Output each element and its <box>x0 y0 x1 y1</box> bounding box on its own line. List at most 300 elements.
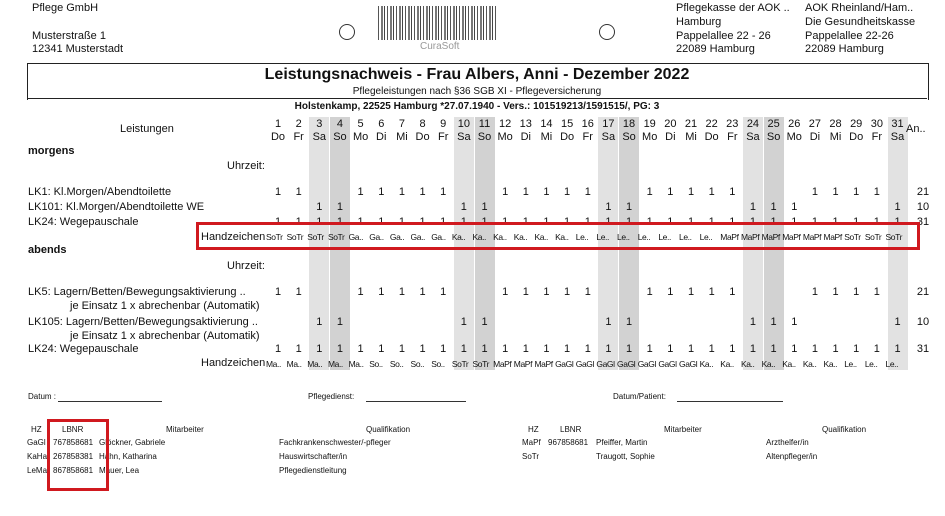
handzeichen-cell: Ga.. <box>389 232 405 242</box>
day-weekday: Mi <box>829 131 842 143</box>
row-label-lk24-morgens: LK24: Wegepauschale <box>28 216 139 228</box>
service-mark: 1 <box>460 343 467 355</box>
service-mark: 1 <box>687 286 695 298</box>
handzeichen-cell: SoTr <box>286 232 304 242</box>
uhrzeit-label-abends: Uhrzeit: <box>227 260 265 272</box>
service-mark: 1 <box>522 343 529 355</box>
insurer1-street: Pappelallee 22 - 26 <box>676 30 771 42</box>
highlight-handzeichen-row <box>196 222 920 250</box>
day-number: 13 <box>519 118 532 130</box>
service-mark: 1 <box>316 316 323 328</box>
day-number: 15 <box>560 118 574 130</box>
service-mark: 1 <box>770 216 777 228</box>
service-mark: 1 <box>811 343 818 355</box>
barcode-label: CuraSoft <box>420 41 460 52</box>
handzeichen-cell: Le.. <box>679 232 692 242</box>
handzeichen-cell: Ga.. <box>348 232 364 242</box>
service-mark: 1 <box>522 186 529 198</box>
legend-mitarbeiter-header-2: Mitarbeiter <box>664 425 702 434</box>
handzeichen-cell: SoTr <box>266 232 283 242</box>
service-mark: 1 <box>460 201 467 213</box>
service-mark: 1 <box>646 186 653 198</box>
service-mark: 1 <box>357 286 364 298</box>
service-mark: 1 <box>625 343 633 355</box>
handzeichen-cell: Ma.. <box>307 359 323 369</box>
handzeichen-cell: Ka.. <box>493 232 507 242</box>
row-label-lk24-abends: LK24: Wegepauschale <box>28 343 139 355</box>
day-number: 20 <box>664 118 677 130</box>
handzeichen-cell: Ka.. <box>720 359 734 369</box>
day-weekday: Sa <box>890 131 905 143</box>
day-weekday: So <box>766 131 781 143</box>
service-mark: 1 <box>460 216 467 228</box>
handzeichen-cell: Ga.. <box>369 232 384 242</box>
service-mark: 1 <box>398 286 405 298</box>
handzeichen-cell: Ka.. <box>782 359 796 369</box>
service-mark: 1 <box>564 186 571 198</box>
day-weekday: Di <box>520 131 531 143</box>
service-mark: 1 <box>605 201 612 213</box>
day-weekday: So <box>622 131 636 143</box>
service-mark: 1 <box>894 216 901 228</box>
handzeichen-cell: MaPf <box>823 232 842 242</box>
service-mark: 1 <box>481 201 488 213</box>
day-weekday: Di <box>665 131 676 143</box>
legend-hz-header: HZ <box>31 425 42 434</box>
legend-lbnr: 967858681 <box>548 438 589 447</box>
handzeichen-cell: SoTr <box>864 232 882 242</box>
handzeichen-cell: So.. <box>410 359 425 369</box>
service-mark: 1 <box>481 316 488 328</box>
service-mark: 1 <box>853 216 860 228</box>
handzeichen-cell: SoTr <box>327 232 345 242</box>
service-mark: 1 <box>646 343 653 355</box>
service-mark: 1 <box>873 343 880 355</box>
day-number: 21 <box>684 118 698 130</box>
insurer1-name: Pflegekasse der AOK .. <box>676 2 790 14</box>
legend-name: Hahn, Katharina <box>99 452 157 461</box>
provider-street: Musterstraße 1 <box>32 30 106 42</box>
handzeichen-cell: Ka.. <box>513 232 528 242</box>
service-mark: 1 <box>336 343 343 355</box>
day-weekday: Fr <box>727 131 738 143</box>
service-mark: 1 <box>357 186 364 198</box>
service-mark: 1 <box>378 216 385 228</box>
day-number: 9 <box>440 118 447 130</box>
day-number: 10 <box>457 118 470 130</box>
service-mark: 1 <box>853 343 860 355</box>
day-weekday: So <box>333 131 347 143</box>
legend-hz: KaHa <box>27 452 48 461</box>
day-weekday: Sa <box>457 131 471 143</box>
legend-lbnr: 867858681 <box>53 466 94 475</box>
handzeichen-cell: GaGl <box>596 359 615 369</box>
service-mark: 1 <box>625 316 633 328</box>
service-mark: 1 <box>749 201 756 213</box>
patient-line: Holstenkamp, 22525 Hamburg *27.07.1940 - Vers.: 101519213/1591515/, PG: 3 <box>294 101 660 112</box>
legend-qualifikation: Fachkrankenschwester/-pfleger <box>279 438 391 447</box>
day-number: 3 <box>316 118 323 130</box>
title-rule <box>27 98 927 99</box>
row-label-lk1: LK1: Kl.Morgen/Abendtoilette <box>28 186 172 198</box>
day-weekday: Mo <box>497 131 513 143</box>
service-mark: 1 <box>873 286 880 298</box>
service-mark: 1 <box>316 201 323 213</box>
handzeichen-cell: Le.. <box>575 232 589 242</box>
handzeichen-cell: Le.. <box>637 232 651 242</box>
service-mark: 1 <box>564 343 571 355</box>
row-total: 31 <box>916 216 930 228</box>
service-mark: 1 <box>832 343 839 355</box>
service-mark: 1 <box>357 343 364 355</box>
service-mark: 1 <box>419 186 426 198</box>
day-number: 4 <box>336 118 343 130</box>
service-mark: 1 <box>584 216 591 228</box>
service-mark: 1 <box>295 186 302 198</box>
handzeichen-cell: Ma.. <box>327 359 343 369</box>
day-number: 23 <box>726 118 739 130</box>
legend-qualifikation: Arzthelfer/in <box>766 438 809 447</box>
day-weekday: Di <box>809 131 821 143</box>
page-subtitle: Pflegeleistungen nach §36 SGB XI - Pflegeversicherung <box>352 86 602 97</box>
handzeichen-cell: So.. <box>389 359 404 369</box>
day-number: 8 <box>419 118 426 130</box>
service-mark: 1 <box>605 343 612 355</box>
handzeichen-cell: Le.. <box>596 232 609 242</box>
service-mark: 1 <box>564 216 571 228</box>
handzeichen-cell: Ga.. <box>410 232 426 242</box>
day-weekday: Do <box>849 131 864 143</box>
day-number: 2 <box>295 118 302 130</box>
day-weekday: Mi <box>540 131 553 143</box>
service-mark: 1 <box>502 186 509 198</box>
insurer1-city: Hamburg <box>676 16 722 28</box>
service-mark: 1 <box>894 201 901 213</box>
legend-name: Traugott, Sophie <box>596 452 655 461</box>
service-mark: 1 <box>667 343 674 355</box>
day-weekday: Mo <box>786 131 802 143</box>
service-mark: 1 <box>646 216 653 228</box>
service-mark: 1 <box>584 186 591 198</box>
handzeichen-cell: SoTr <box>472 359 490 369</box>
service-mark: 1 <box>873 186 880 198</box>
service-mark: 1 <box>543 286 550 298</box>
handzeichen-cell: Ka.. <box>451 232 466 242</box>
service-mark: 1 <box>440 343 447 355</box>
legend-lbnr-header-2: LBNR <box>560 425 582 434</box>
row-label2-lk105: je Einsatz 1 x abrechenbar (Automatik) <box>70 330 260 342</box>
insurer2-name: AOK Rheinland/Ham.. <box>805 2 914 14</box>
sig-datum-line <box>58 401 162 402</box>
service-mark: 1 <box>295 343 302 355</box>
legend-hz: MaPf <box>522 438 541 447</box>
handzeichen-label-abends: Handzeichen <box>201 357 266 369</box>
row-label-lk5: LK5: Lagern/Betten/Bewegungsaktivierung .. <box>28 286 246 298</box>
service-mark: 1 <box>729 343 736 355</box>
handzeichen-cell: GaGl <box>637 359 656 369</box>
service-mark: 1 <box>564 286 571 298</box>
anzahl-header: An.. <box>906 123 926 135</box>
day-weekday: Fr <box>871 131 883 143</box>
day-weekday: Mo <box>352 131 369 143</box>
service-mark: 1 <box>522 286 529 298</box>
service-mark: 1 <box>791 216 798 228</box>
service-mark: 1 <box>729 186 736 198</box>
legend-lbnr: 267858381 <box>53 452 94 461</box>
service-mark: 1 <box>419 286 426 298</box>
insurer2-street: Pappelallee 22-26 <box>805 30 894 42</box>
handzeichen-cell: SoTr <box>451 359 469 369</box>
service-mark: 1 <box>543 186 550 198</box>
service-mark: 1 <box>316 216 323 228</box>
day-weekday: Sa <box>312 131 327 143</box>
service-mark: 1 <box>832 216 839 228</box>
punch-hole-right <box>599 24 615 40</box>
day-number: 11 <box>478 118 491 130</box>
day-number: 5 <box>357 118 364 130</box>
service-mark: 1 <box>667 216 674 228</box>
service-mark: 1 <box>336 316 343 328</box>
handzeichen-cell: Le.. <box>844 359 857 369</box>
service-mark: 1 <box>853 186 860 198</box>
handzeichen-cell: GaGl <box>617 359 636 369</box>
row-label2-lk5: je Einsatz 1 x abrechenbar (Automatik) <box>70 300 260 312</box>
service-mark: 1 <box>584 343 591 355</box>
handzeichen-cell: SoTr <box>844 232 861 242</box>
handzeichen-cell: So.. <box>369 359 383 369</box>
day-number: 29 <box>850 118 863 130</box>
service-mark: 1 <box>749 216 756 228</box>
legend-qualifikation: Hauswirtschafter/in <box>279 452 348 461</box>
service-mark: 1 <box>625 216 633 228</box>
handzeichen-cell: Ka.. <box>823 359 838 369</box>
legend-qualifikation-header: Qualifikation <box>366 425 411 434</box>
service-mark: 1 <box>584 286 591 298</box>
sig-pflegedienst-label: Pflegedienst: <box>308 392 355 401</box>
handzeichen-cell: Ma.. <box>286 359 302 369</box>
service-mark: 1 <box>419 343 426 355</box>
service-mark: 1 <box>873 216 880 228</box>
day-number: 16 <box>581 118 594 130</box>
service-mark: 1 <box>894 343 901 355</box>
row-total: 21 <box>916 186 930 198</box>
insurer2-sub: Die Gesundheitskasse <box>805 16 916 28</box>
handzeichen-cell: Ka.. <box>534 232 548 242</box>
service-mark: 1 <box>708 286 715 298</box>
legend-name: Pfeiffer, Martin <box>596 438 648 447</box>
service-mark: 1 <box>791 201 798 213</box>
provider-name: Pflege GmbH <box>32 2 99 14</box>
legend-name: Mauer, Lea <box>99 466 140 475</box>
service-mark: 1 <box>605 216 612 228</box>
handzeichen-label-morgens: Handzeichen <box>201 231 266 243</box>
service-mark: 1 <box>398 343 405 355</box>
service-mark: 1 <box>729 216 736 228</box>
row-total: 31 <box>916 343 930 355</box>
service-mark: 1 <box>646 286 653 298</box>
handzeichen-cell: Ka.. <box>802 359 817 369</box>
service-mark: 1 <box>543 216 550 228</box>
service-mark: 1 <box>749 316 756 328</box>
uhrzeit-label-morgens: Uhrzeit: <box>227 160 265 172</box>
day-number: 17 <box>602 118 615 130</box>
provider-city: 12341 Musterstadt <box>32 43 124 55</box>
service-mark: 1 <box>295 286 302 298</box>
punch-hole-left <box>339 24 355 40</box>
day-number: 26 <box>788 118 801 130</box>
insurer1-zip: 22089 Hamburg <box>676 43 755 55</box>
service-mark: 1 <box>378 343 385 355</box>
day-weekday: Do <box>560 131 575 143</box>
service-mark: 1 <box>481 216 488 228</box>
day-weekday: Fr <box>437 131 449 143</box>
handzeichen-cell: Ka.. <box>761 359 776 369</box>
legend-hz: GaGl <box>27 438 46 447</box>
day-weekday: Mo <box>642 131 658 143</box>
leistungen-header: Leistungen <box>120 123 174 135</box>
service-mark: 1 <box>502 286 509 298</box>
handzeichen-cell: Ka.. <box>740 359 755 369</box>
service-mark: 1 <box>295 216 302 228</box>
sig-pflegedienst-line <box>366 401 466 402</box>
service-mark: 1 <box>316 343 323 355</box>
service-mark: 1 <box>274 216 282 228</box>
service-mark: 1 <box>729 286 736 298</box>
handzeichen-cell: SoTr <box>885 232 903 242</box>
day-number: 31 <box>891 118 904 130</box>
service-mark: 1 <box>687 186 695 198</box>
service-mark: 1 <box>667 186 674 198</box>
service-mark: 1 <box>811 186 818 198</box>
handzeichen-cell: MaPf <box>761 232 780 242</box>
row-label-lk101: LK101: Kl.Morgen/Abendtoilette WE <box>28 201 205 213</box>
handzeichen-cell: SoTr <box>307 232 324 242</box>
service-mark: 1 <box>811 286 818 298</box>
barcode <box>378 6 498 40</box>
handzeichen-cell: Le.. <box>885 359 899 369</box>
service-mark: 1 <box>749 343 756 355</box>
service-mark: 1 <box>274 186 282 198</box>
service-mark: 1 <box>398 186 405 198</box>
day-number: 19 <box>643 118 656 130</box>
service-mark: 1 <box>687 216 695 228</box>
service-mark: 1 <box>440 216 447 228</box>
row-total: 10 <box>916 201 930 213</box>
service-mark: 1 <box>502 216 509 228</box>
handzeichen-cell: Le.. <box>617 232 630 242</box>
row-total: 21 <box>916 286 930 298</box>
legend-mitarbeiter-header: Mitarbeiter <box>166 425 204 434</box>
service-mark: 1 <box>440 286 447 298</box>
handzeichen-cell: Le.. <box>864 359 878 369</box>
handzeichen-cell: MaPf <box>534 359 553 369</box>
day-number: 6 <box>378 118 385 130</box>
service-mark: 1 <box>274 343 282 355</box>
day-number: 12 <box>499 118 512 130</box>
handzeichen-cell: MaPf <box>740 232 760 242</box>
day-weekday: Di <box>376 131 387 143</box>
legend-qualifikation-header-2: Qualifikation <box>822 425 867 434</box>
day-weekday: So <box>477 131 492 143</box>
service-mark: 1 <box>832 286 839 298</box>
day-weekday: Fr <box>582 131 593 143</box>
section-abends: abends <box>28 244 67 256</box>
service-mark: 1 <box>522 216 529 228</box>
sig-patient-line <box>677 401 783 402</box>
legend-lbnr-header: LBNR <box>62 425 84 434</box>
service-mark: 1 <box>853 286 860 298</box>
handzeichen-cell: MaPf <box>802 232 822 242</box>
service-mark: 1 <box>791 343 798 355</box>
service-mark: 1 <box>336 201 343 213</box>
day-number: 18 <box>622 118 636 130</box>
sig-patient-label: Datum/Patient: <box>613 392 666 401</box>
service-mark: 1 <box>687 343 695 355</box>
day-weekday: Do <box>270 131 286 143</box>
handzeichen-cell: GaGl <box>679 359 698 369</box>
service-mark: 1 <box>543 343 550 355</box>
handzeichen-cell: So.. <box>431 359 445 369</box>
legend-name: Glöckner, Gabriele <box>99 438 166 447</box>
handzeichen-cell: MaPf <box>720 232 739 242</box>
service-mark: 1 <box>708 186 715 198</box>
day-number: 7 <box>398 118 405 130</box>
service-mark: 1 <box>481 343 488 355</box>
day-weekday: Do <box>704 131 719 143</box>
section-morgens: morgens <box>28 145 75 157</box>
service-mark: 1 <box>811 216 818 228</box>
handzeichen-cell: Ma.. <box>348 359 364 369</box>
handzeichen-cell: MaPf <box>782 232 801 242</box>
service-mark: 1 <box>440 186 447 198</box>
legend-lbnr: 767858681 <box>53 438 94 447</box>
day-number: 14 <box>540 118 553 130</box>
legend-hz: SoTr <box>522 452 540 461</box>
day-number: 22 <box>705 118 718 130</box>
handzeichen-cell: MaPf <box>513 359 533 369</box>
handzeichen-cell: Ga.. <box>431 232 446 242</box>
handzeichen-cell: GaGl <box>575 359 594 369</box>
service-mark: 1 <box>419 216 426 228</box>
handzeichen-cell: Ka.. <box>472 232 487 242</box>
service-mark: 1 <box>770 343 777 355</box>
day-weekday: Do <box>415 131 430 143</box>
handzeichen-cell: Ka.. <box>555 232 569 242</box>
service-mark: 1 <box>357 216 364 228</box>
service-mark: 1 <box>460 316 467 328</box>
service-mark: 1 <box>832 186 839 198</box>
service-mark: 1 <box>667 286 674 298</box>
legend-qualifikation: Pflegedienstleitung <box>279 466 347 475</box>
sig-datum-label: Datum : <box>28 392 57 401</box>
service-mark: 1 <box>378 186 385 198</box>
day-number: 1 <box>274 118 282 130</box>
day-weekday: Mi <box>685 131 697 143</box>
legend-hz: LeMa <box>27 466 48 475</box>
day-weekday: Sa <box>601 131 616 143</box>
handzeichen-cell: Le.. <box>658 232 671 242</box>
day-number: 30 <box>870 118 883 130</box>
service-mark: 1 <box>770 316 777 328</box>
service-mark: 1 <box>274 286 282 298</box>
service-mark: 1 <box>770 201 777 213</box>
service-mark: 1 <box>605 316 612 328</box>
service-mark: 1 <box>336 216 343 228</box>
handzeichen-cell: Ma.. <box>266 359 281 369</box>
day-weekday: Mi <box>396 131 408 143</box>
insurer2-zip: 22089 Hamburg <box>805 43 884 55</box>
day-number: 25 <box>767 118 780 130</box>
